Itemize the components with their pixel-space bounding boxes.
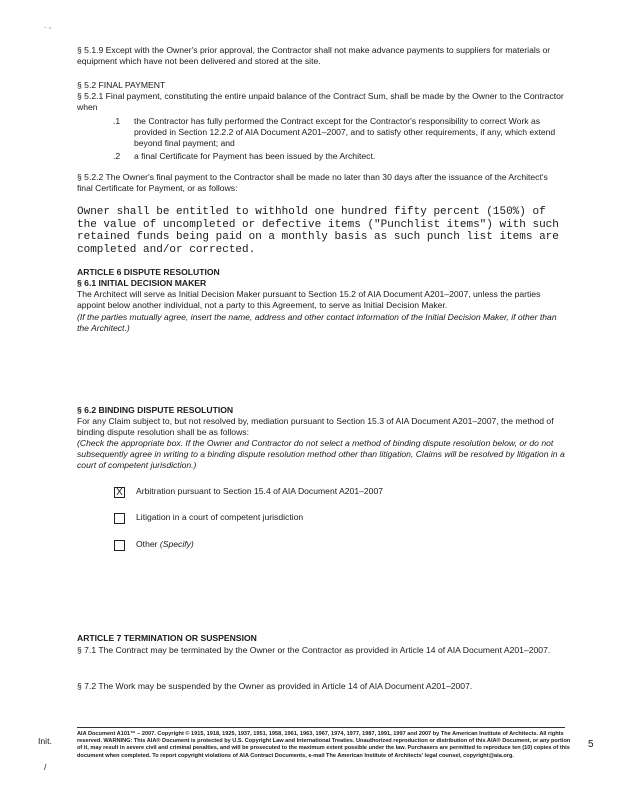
item-2-text: a final Certificate for Payment has been issued by the Architect. [134, 151, 376, 161]
section-6-1-note: (If the parties mutually agree, insert the name, address and other contact information of the Initial Decision Maker, if other than the Architect.) [77, 312, 557, 333]
checkbox-x-mark: X [116, 487, 123, 498]
litigation-label: Litigation in a court of competent jurisdiction [136, 512, 304, 522]
section-7-2: § 7.2 The Work may be suspended by the Owner as provided in Article 14 of AIA Document A201–2007. [77, 681, 473, 691]
item-2-number: .2 [113, 151, 121, 161]
section-5-2-heading: § 5.2 FINAL PAYMENT [77, 80, 166, 90]
scan-marks: . , [44, 20, 52, 30]
article-7-heading: ARTICLE 7 TERMINATION OR SUSPENSION [77, 633, 257, 643]
page-number: 5 [588, 739, 594, 750]
initials-label: Init. [38, 736, 52, 746]
item-1-number: .1 [113, 116, 121, 126]
footer-rule [77, 727, 565, 728]
section-6-1-heading: § 6.1 INITIAL DECISION MAKER [77, 278, 207, 288]
section-6-2-note: (Check the appropriate box. If the Owner and Contractor do not select a method of binding dispute resolution below, or do not subsequently agree in writing to a binding dispute resolution method other than litigation, Claims will be resolved by litigation in a court of competent jurisdiction.) [77, 438, 565, 470]
section-7-1: § 7.1 The Contract may be terminated by the Owner or the Contractor as provided in Article 14 of AIA Document A201–2007. [77, 645, 551, 655]
arbitration-label: Arbitration pursuant to Section 15.4 of AIA Document A201–2007 [136, 486, 383, 496]
section-5-1-9: § 5.1.9 Except with the Owner's prior approval, the Contractor shall not make advance payments to suppliers for materials or equipment which have not been delivered and stored at the site. [77, 45, 551, 66]
section-5-2-1: § 5.2.1 Final payment, constituting the entire unpaid balance of the Contract Sum, shall be made by the Owner to the Contractor when [77, 91, 564, 112]
typed-insert-final-payment: Owner shall be entitled to withhold one hundred fifty percent (150%) of the value of uncompleted or defective items ("Punchlist items") with such retained funds being paid on a monthly basis as such punch list items are completed and/or corrected. [77, 206, 559, 256]
litigation-checkbox[interactable] [114, 513, 125, 524]
section-6-1-text: The Architect will serve as Initial Decision Maker pursuant to Section 15.2 of AIA Document A201–2007, unless the parties appoint below another individual, not a party to this Agreement, to serve as Initial Decision Maker. [77, 289, 541, 310]
arbitration-checkbox[interactable] [114, 487, 125, 498]
other-label [136, 539, 556, 550]
initials-mark: / [44, 762, 47, 772]
item-1-text: the Contractor has fully performed the Contract except for the Contractor's responsibility to correct Work as provided in Section 12.2.2 of AIA Document A201–2007, and to satisfy other requirements, if any, which extend beyond final payment; and [134, 116, 556, 148]
section-6-2-text: For any Claim subject to, but not resolved by, mediation pursuant to Section 15.3 of AIA Document A201–2007, the method of binding dispute resolution shall be as follows: [77, 416, 554, 437]
section-6-2-heading: § 6.2 BINDING DISPUTE RESOLUTION [77, 405, 234, 415]
other-label-text: Other [136, 539, 160, 549]
article-6-heading: ARTICLE 6 DISPUTE RESOLUTION [77, 267, 220, 277]
other-label-specify: (Specify) [159, 539, 194, 549]
footer-copyright: AIA Document A101™ – 2007. Copyright © 1915, 1918, 1925, 1937, 1951, 1958, 1961, 1963, 1967, 1974, 1977, 1987, 1991, 1997 and 2007 by The American Institute of Architects. All rights reserved. WARNING: This AIA® Document is protected by U.S. Copyright Law and International Treaties. Unauthorized reproduction or distribution of this AIA® Document, or any portion of it, may result in severe civil and criminal penalties, and will be prosecuted to the maximum extent possible under the law. Purchasers are permitted to reproduce ten (10) copies of this document when completed. To report copyright violations of AIA Contract Documents, e-mail The American Institute of Architects' legal counsel, copyright@aia.org. [77, 731, 571, 759]
other-checkbox[interactable] [114, 540, 125, 551]
section-5-2-2: § 5.2.2 The Owner's final payment to the Contractor shall be made no later than 30 days after the issuance of the Architect's final Certificate for Payment, or as follows: [77, 172, 548, 193]
